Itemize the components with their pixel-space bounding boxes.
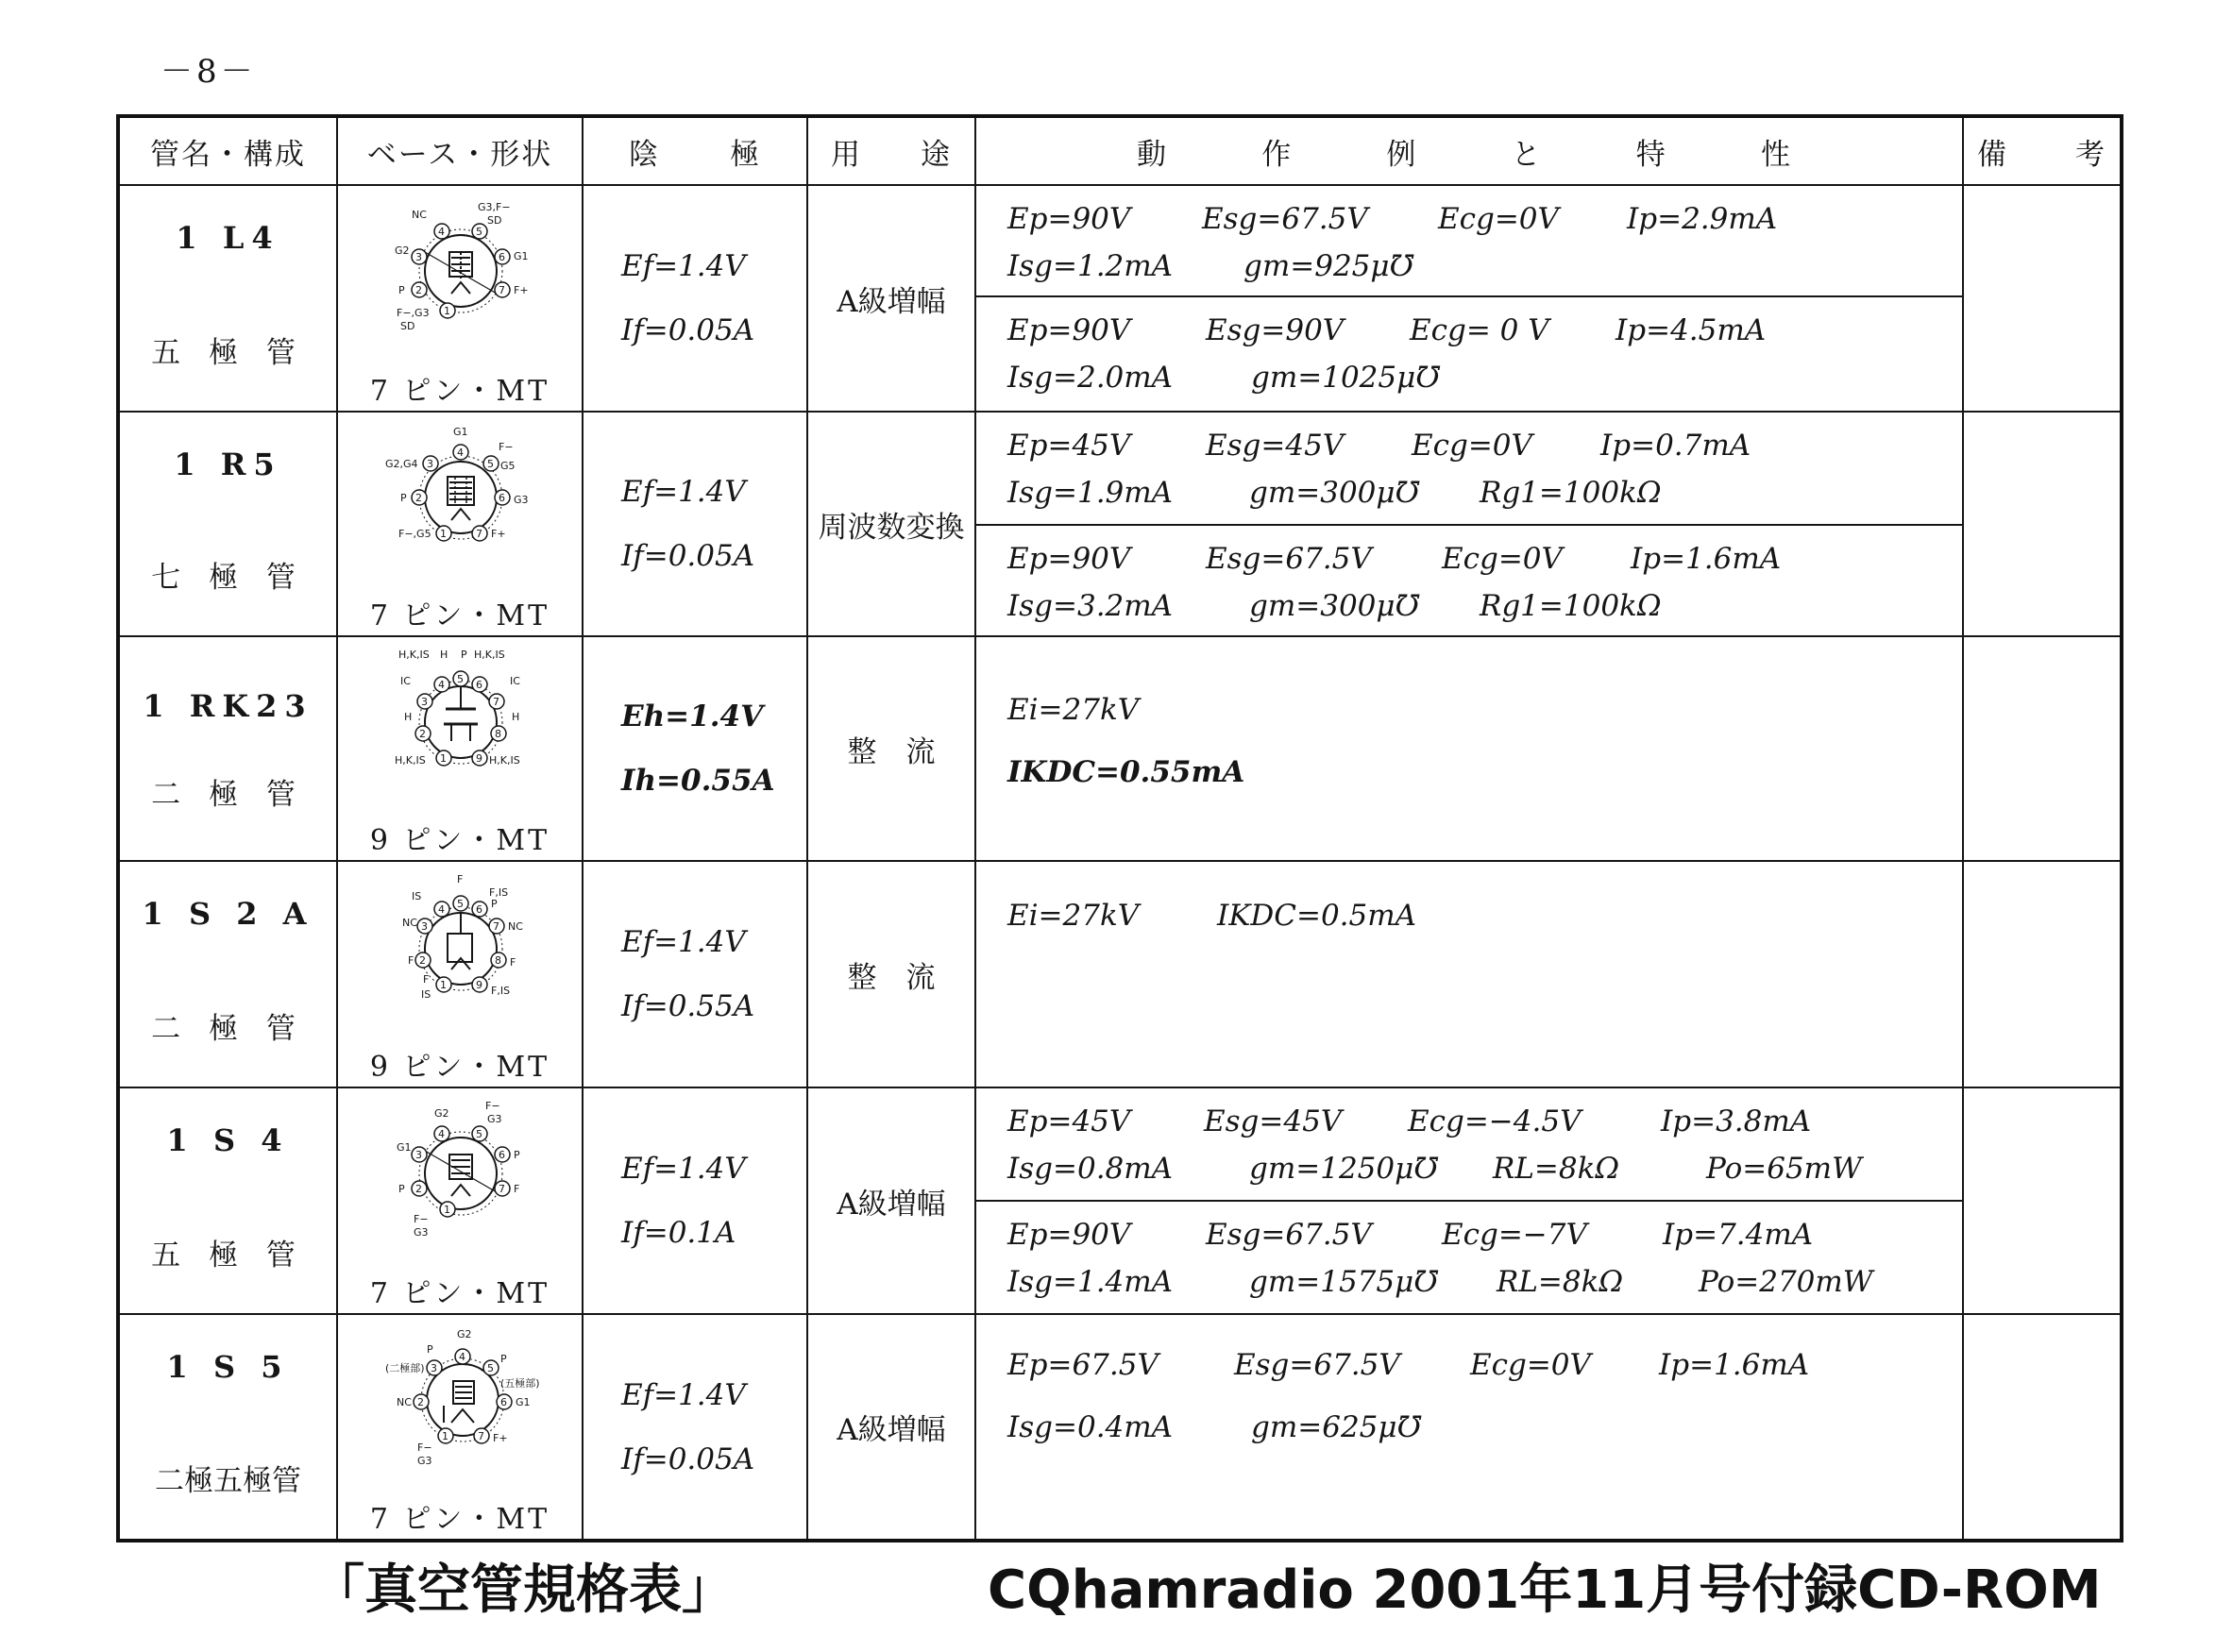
pin-label: H,K,IS (395, 754, 426, 767)
tube-name-cell (118, 185, 337, 412)
notes-cell (1963, 1314, 2122, 1541)
table-row (118, 185, 2122, 412)
notes-cell (1963, 861, 2122, 1087)
base-label: 9 ピン・MT (369, 824, 550, 857)
tube-name: 1 RK23 (143, 688, 313, 724)
svg-text:2: 2 (419, 728, 426, 740)
svg-text:2: 2 (415, 492, 422, 504)
operation-example: Ei=27kV IKDC=0.5mA (1007, 899, 1417, 933)
svg-text:8: 8 (495, 728, 501, 740)
pin-label: P (514, 1149, 520, 1161)
pin-label: F,IS (491, 985, 511, 997)
operation-example: Ep=90V Esg=67.5V Ecg=0V Ip=2.9mA Isg=1.2mA gm=925μ℧ (976, 186, 1962, 297)
pin-label: G5 (500, 460, 516, 472)
use-cell: 周波数変換 (807, 412, 975, 636)
base-cell (337, 636, 583, 861)
pin-label: NC (402, 917, 417, 929)
cathode-cell: Ef=1.4V If=0.05A (583, 412, 807, 636)
operation-example: Ep=45V Esg=45V Ecg=0V Ip=0.7mA Isg=1.9mA gm=300μ℧ Rg1=100kΩ (976, 413, 1962, 526)
pin-label: F−,G5 (398, 528, 431, 540)
tube-name: 1 L4 (176, 220, 280, 256)
svg-text:2: 2 (417, 1396, 424, 1408)
svg-text:7: 7 (478, 1430, 484, 1442)
base-label: 7 ピン・MT (369, 1277, 550, 1310)
pin-label: P (461, 649, 467, 661)
pin-label: F+ (514, 284, 529, 296)
pin-label: P (491, 898, 498, 910)
notes-cell (1963, 185, 2122, 412)
pin-label: F,IS (489, 886, 509, 899)
svg-text:3: 3 (427, 458, 433, 470)
pin-label: SD (400, 320, 415, 332)
pin-label: G1 (397, 1141, 412, 1154)
pin-label: G3 (514, 494, 529, 506)
pin-label: IS (412, 890, 422, 902)
tube-name: 1 R5 (174, 447, 282, 482)
operation-cell (975, 861, 1963, 1087)
pin-label: NC (397, 1396, 412, 1408)
svg-text:5: 5 (457, 673, 464, 685)
svg-text:7: 7 (493, 920, 499, 933)
svg-text:6: 6 (499, 492, 505, 504)
svg-text:7: 7 (476, 528, 482, 540)
operation-example: Ei=27kV IKDC=0.55mA (1007, 693, 1245, 789)
svg-text:3: 3 (415, 1149, 422, 1161)
pin-label: G2 (457, 1328, 472, 1340)
svg-text:5: 5 (457, 898, 464, 910)
svg-text:2: 2 (415, 284, 422, 296)
pin-label: P (400, 492, 407, 504)
pin-label: F (514, 1183, 520, 1195)
header-operation: 動 作 例 と 特 性 (975, 116, 1963, 185)
pin-label: G3 (414, 1226, 429, 1239)
base-label: 9 ピン・MT (369, 1051, 550, 1084)
base-cell (337, 861, 583, 1087)
notes-cell (1963, 1087, 2122, 1314)
pin-label: IC (400, 675, 411, 687)
use-cell: A級増幅 (807, 1314, 975, 1541)
header-cathode: 陰 極 (583, 116, 807, 185)
pin-label: F− (485, 1100, 500, 1112)
pin-label: SD (487, 214, 502, 227)
table-header-row (118, 116, 2122, 185)
tube-name-cell (118, 1087, 337, 1314)
pin-label: G1 (516, 1396, 531, 1408)
svg-text:1: 1 (444, 305, 450, 317)
pin-label: P (398, 284, 405, 296)
svg-text:4: 4 (438, 1128, 445, 1140)
operation-example: Ep=90V Esg=67.5V Ecg=−7V Ip=7.4mA Isg=1.4mA gm=1575μ℧ RL=8kΩ Po=270mW (1007, 1218, 1873, 1299)
tube-type: 二 極 管 (151, 778, 305, 812)
operation-cell (975, 185, 1963, 412)
operation-example: Ep=90V Esg=67.5V Ecg=0V Ip=1.6mA Isg=3.2mA gm=300μ℧ Rg1=100kΩ (1007, 542, 1782, 623)
operation-cell (975, 636, 1963, 861)
svg-text:1: 1 (440, 979, 447, 991)
svg-text:7: 7 (499, 284, 505, 296)
pin-label: G3,F− (478, 201, 511, 213)
header-base: ベース・形状 (337, 116, 583, 185)
svg-text:4: 4 (438, 679, 445, 691)
base-pin-diagram (385, 1324, 546, 1494)
svg-text:3: 3 (421, 920, 428, 933)
tube-name-cell (118, 412, 337, 636)
svg-text:5: 5 (476, 1128, 482, 1140)
pin-label: H,K,IS (489, 754, 520, 767)
pin-label: F− (499, 441, 514, 453)
svg-text:3: 3 (421, 696, 428, 708)
table-row (118, 1087, 2122, 1314)
pin-label: F− (414, 1213, 429, 1225)
pin-label: P (427, 1343, 433, 1356)
table-row (118, 861, 2122, 1087)
svg-text:4: 4 (457, 447, 464, 459)
base-pin-diagram (385, 871, 536, 1041)
svg-text:7: 7 (493, 696, 499, 708)
pin-label: G2 (434, 1107, 449, 1120)
svg-text:6: 6 (500, 1396, 507, 1408)
pin-label: F− (417, 1441, 432, 1454)
pin-label: F (408, 954, 414, 967)
svg-text:3: 3 (415, 251, 422, 263)
pin-label: H (512, 711, 520, 723)
notes-cell (1963, 412, 2122, 636)
svg-text:1: 1 (440, 752, 447, 765)
table-row (118, 1314, 2122, 1541)
svg-text:6: 6 (499, 1149, 505, 1161)
tube-name-cell (118, 861, 337, 1087)
pin-label: G3 (417, 1455, 432, 1467)
operation-cell (975, 1087, 1963, 1314)
svg-text:6: 6 (476, 903, 482, 916)
pin-label: (五極部) (500, 1377, 540, 1390)
tube-type: 二 極 管 (151, 1012, 305, 1046)
pin-label: H (404, 711, 413, 723)
notes-cell (1963, 636, 2122, 861)
svg-text:6: 6 (476, 679, 482, 691)
pin-label: NC (412, 209, 427, 221)
pin-label: G1 (453, 426, 468, 438)
caption-source: CQhamradio 2001年11月号付録CD-ROM (988, 1559, 2102, 1621)
base-cell (337, 412, 583, 636)
pin-label: (二極部) (385, 1362, 425, 1374)
pin-label: F−,G3 (397, 307, 430, 319)
cathode-cell: Eh=1.4V Ih=0.55A (583, 636, 807, 861)
svg-text:1: 1 (442, 1430, 448, 1442)
tube-name: 1 S 2 A (142, 896, 314, 932)
svg-text:5: 5 (487, 1362, 494, 1374)
base-pin-diagram (385, 195, 536, 365)
pin-label: H,K,IS (398, 649, 430, 661)
operation-example: Ep=45V Esg=45V Ecg=−4.5V Ip=3.8mA Isg=0.8mA gm=1250μ℧ RL=8kΩ Po=65mW (976, 1088, 1962, 1202)
base-pin-diagram (385, 422, 536, 592)
pin-label: G2 (395, 244, 410, 257)
header-tube-name: 管名・構成 (118, 116, 337, 185)
pin-label: IS (421, 988, 431, 1001)
svg-text:8: 8 (495, 954, 501, 967)
tube-type: 五 極 管 (151, 336, 305, 370)
svg-text:6: 6 (499, 251, 505, 263)
base-pin-diagram (385, 647, 536, 817)
pin-label: F+ (491, 528, 506, 540)
svg-text:4: 4 (438, 903, 445, 916)
table-row (118, 636, 2122, 861)
tube-spec-table (116, 114, 2123, 1542)
operation-cell (975, 412, 1963, 636)
pin-label: G1 (514, 250, 529, 262)
svg-text:5: 5 (487, 458, 494, 470)
tube-type: 二極五極管 (155, 1464, 301, 1498)
pin-label: H (440, 649, 448, 661)
cathode-cell: Ef=1.4V If=0.05A (583, 185, 807, 412)
pin-label: H,K,IS (474, 649, 505, 661)
base-label: 7 ピン・MT (369, 375, 550, 408)
svg-text:4: 4 (459, 1351, 465, 1363)
tube-name-cell (118, 1314, 337, 1541)
svg-text:5: 5 (476, 226, 482, 238)
operation-cell (975, 1314, 1963, 1541)
tube-type: 七 極 管 (151, 561, 305, 595)
table-row (118, 412, 2122, 636)
base-cell (337, 1087, 583, 1314)
svg-text:2: 2 (415, 1183, 422, 1195)
pin-label: NC (508, 920, 523, 933)
caption-title: 「真空管規格表」 (312, 1559, 735, 1621)
base-cell (337, 185, 583, 412)
svg-text:9: 9 (476, 979, 482, 991)
header-use: 用 途 (807, 116, 975, 185)
svg-text:1: 1 (444, 1204, 450, 1216)
use-cell: A級増幅 (807, 185, 975, 412)
base-label: 7 ピン・MT (369, 1503, 550, 1536)
cathode-cell: Ef=1.4V If=0.1A (583, 1087, 807, 1314)
svg-text:7: 7 (499, 1183, 505, 1195)
pin-label: F+ (493, 1432, 508, 1444)
pin-label: F (510, 956, 516, 969)
pin-label: F (423, 973, 430, 986)
use-cell: 整 流 (807, 636, 975, 861)
use-cell: A級増幅 (807, 1087, 975, 1314)
svg-text:3: 3 (431, 1362, 437, 1374)
page-number: －8－ (161, 53, 257, 91)
base-cell (337, 1314, 583, 1541)
base-label: 7 ピン・MT (369, 599, 550, 632)
cathode-cell: Ef=1.4V If=0.55A (583, 861, 807, 1087)
cathode-cell: Ef=1.4V If=0.05A (583, 1314, 807, 1541)
header-notes: 備 考 (1963, 116, 2122, 185)
base-pin-diagram (385, 1098, 536, 1268)
svg-text:2: 2 (419, 954, 426, 967)
pin-label: IC (510, 675, 520, 687)
svg-text:1: 1 (440, 528, 447, 540)
pin-label: P (500, 1353, 507, 1365)
tube-type: 五 極 管 (151, 1239, 305, 1273)
tube-name: 1 S 5 (166, 1349, 290, 1385)
pin-label: G2,G4 (385, 458, 418, 470)
use-cell: 整 流 (807, 861, 975, 1087)
tube-name: 1 S 4 (166, 1122, 290, 1158)
pin-label: F (457, 873, 464, 885)
svg-text:4: 4 (438, 226, 445, 238)
operation-example: Ep=67.5V Esg=67.5V Ecg=0V Ip=1.6mA Isg=0.4mA gm=625μ℧ (1007, 1348, 1810, 1444)
svg-text:9: 9 (476, 752, 482, 765)
pin-label: G3 (487, 1113, 502, 1125)
pin-label: P (398, 1183, 405, 1195)
tube-name-cell (118, 636, 337, 861)
operation-example: Ep=90V Esg=90V Ecg= 0 V Ip=4.5mA Isg=2.0mA gm=1025μ℧ (1007, 313, 1767, 395)
